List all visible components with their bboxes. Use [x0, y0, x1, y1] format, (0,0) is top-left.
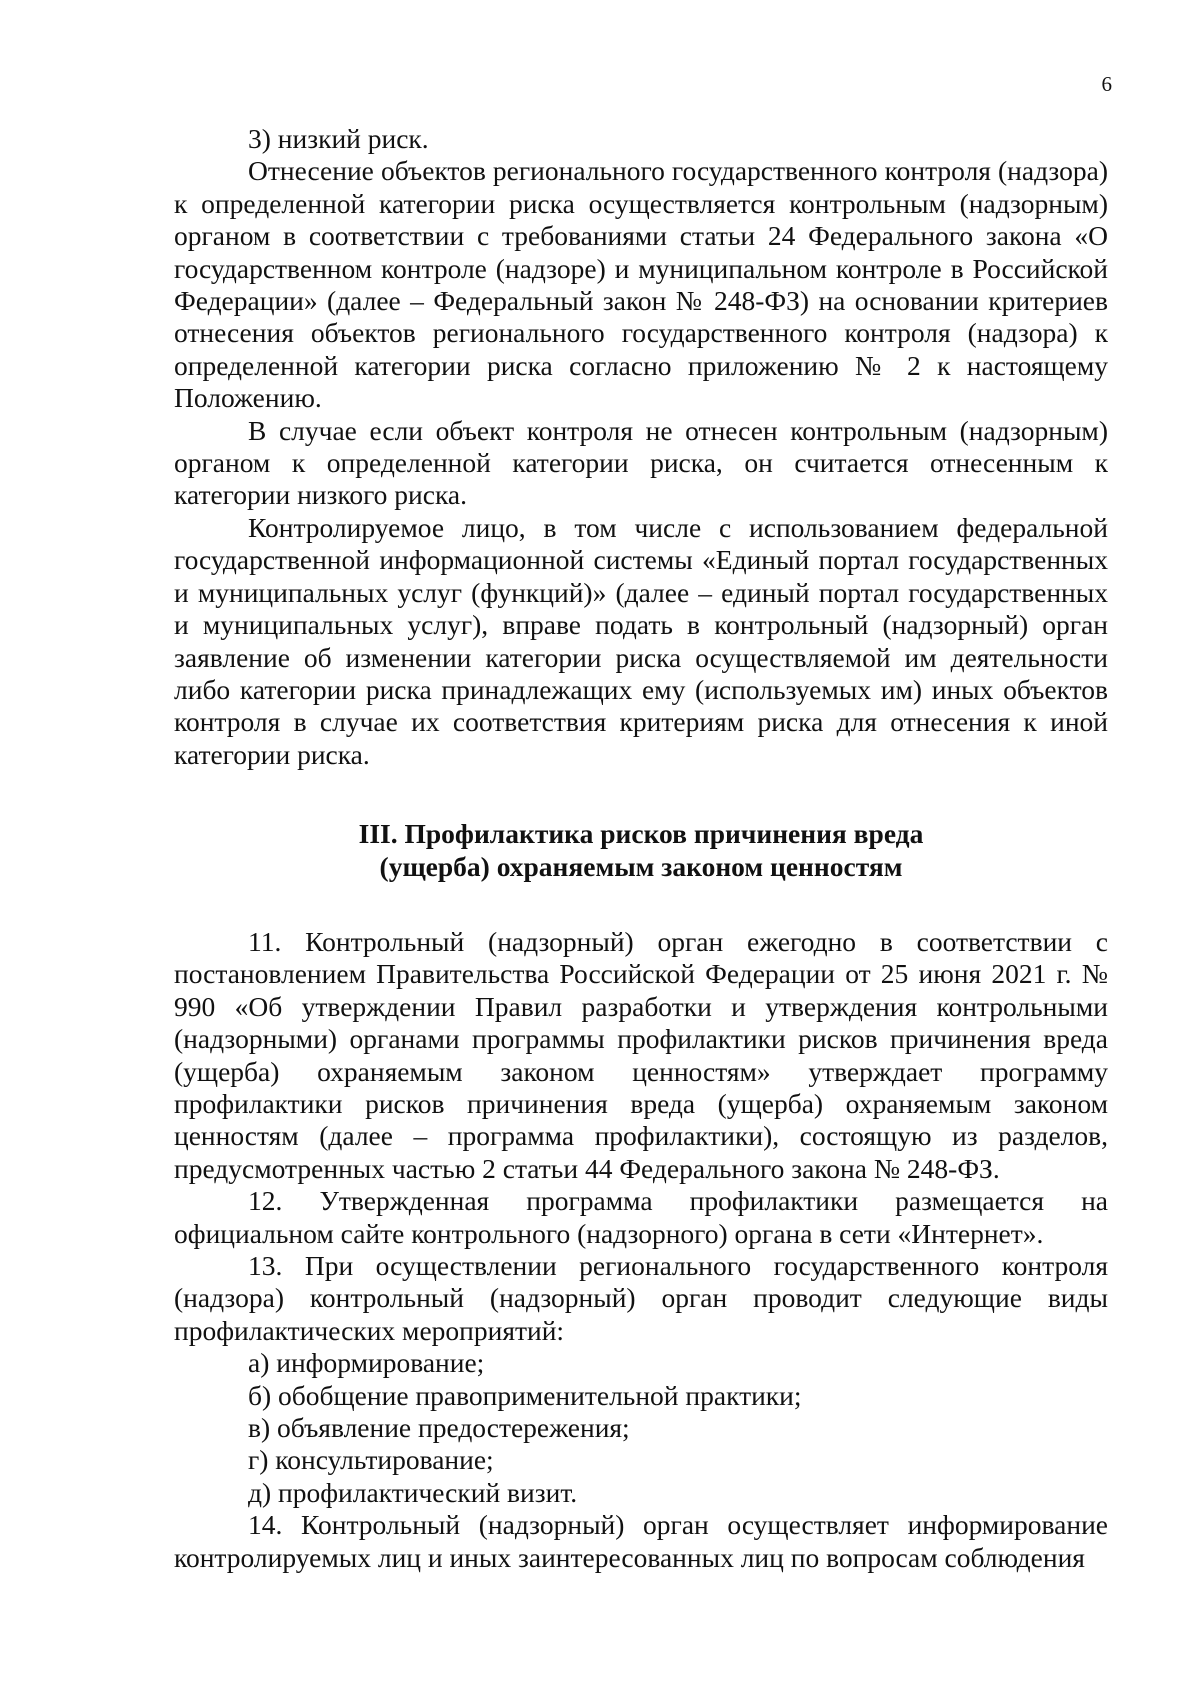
paragraph-12: 12. Утвержденная программа профилактики размещается на официальном сайте контрольного (надзорного) органа в сети «Интернет». — [174, 1185, 1108, 1249]
paragraph-13: 13. При осуществлении регионального государственного контроля (надзора) контрольный (надзорный) орган проводит следующие виды профилактических мероприятий: — [174, 1250, 1108, 1346]
section-heading — [174, 818, 1108, 883]
document-body — [174, 123, 1108, 1574]
list-item: а) информирование; — [248, 1347, 485, 1379]
paragraph-change-risk-category: Контролируемое лицо, в том числе с использованием федеральной государственной информационной системы «Единый портал государственных и муниципальных услуг (функций)» (далее – единый портал государственных и муниципальных услуг), вправе подать в контрольный (надзорный) орган заявление об изменении категории риска осуществляемой им деятельности либо категории риска принадлежащих ему (используемых им) иных объектов контроля в случае их соответствия критериям риска для отнесения к иной категории риска. — [174, 511, 1108, 770]
page-number: 6 — [1101, 72, 1112, 96]
paragraph-default-low-risk: В случае если объект контроля не отнесен контрольным (надзорным) органом к определенной категории риска, он считается отнесенным к категории низкого риска. — [174, 414, 1108, 511]
section-heading-line-2: (ущерба) охраняемым законом ценностям — [379, 850, 903, 882]
paragraph-14: 14. Контрольный (надзорный) орган осуществляет информирование контролируемых лиц и иных заинтересованных лиц по вопросам соблюдения — [174, 1509, 1108, 1573]
paragraph-11: 11. Контрольный (надзорный) орган ежегодно в соответствии с постановлением Правительства Российской Федерации от 25 июня 2021 г. № 990 «Об утверждении Правил разработки и утверждения контрольными (надзорными) органами программы профилактики рисков причинения вреда (ущерба) охраняемым законом ценностям» утверждает программу профилактики рисков причинения вреда (ущерба) охраняемым законом ценностям (далее – программа профилактики), состоящую из разделов, предусмотренных частью 2 статьи 44 Федерального закона № 248-ФЗ. — [174, 925, 1108, 1184]
paragraph-risk-category-assignment: Отнесение объектов регионального государственного контроля (надзора) к определенной категории риска осуществляется контрольным (надзорным) органом в соответствии с требованиями статьи 24 Федерального закона «О государственном контроле (надзоре) и муниципальном контроле в Российской Федерации» (далее – Федеральный закон № 248-ФЗ) на основании критериев отнесения объектов регионального государственного контроля (надзора) к определенной категории риска согласно приложению № 2 к настоящему Положению. — [174, 155, 1108, 414]
list-item-low-risk: 3) низкий риск. — [248, 123, 429, 154]
list-item: б) обобщение правоприменительной практики; — [248, 1379, 802, 1411]
list-item: г) консультирование; — [248, 1444, 494, 1476]
list-item: д) профилактический визит. — [248, 1476, 578, 1508]
list-item: в) объявление предостережения; — [248, 1412, 630, 1444]
section-heading-line-1: III. Профилактика рисков причинения вреда — [358, 818, 924, 850]
